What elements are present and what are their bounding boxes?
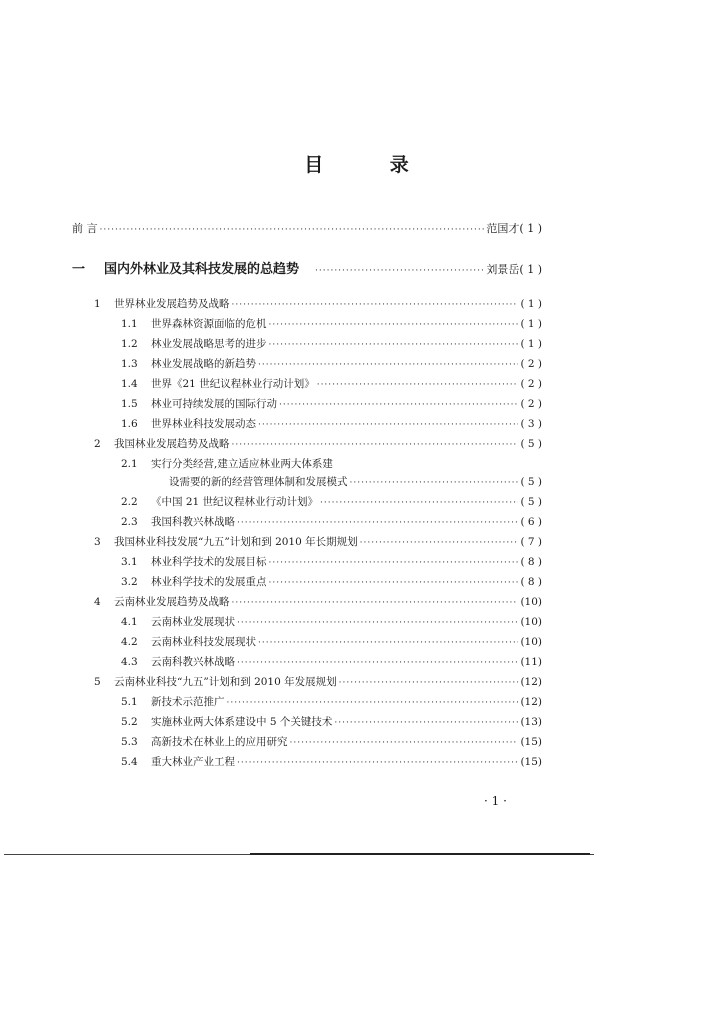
preface-author: 范国才: [486, 222, 520, 235]
entry-page: (12): [520, 676, 542, 688]
dot-leader: [269, 340, 519, 350]
entry-page: ( 1 ): [520, 298, 542, 310]
entry-num: 5.1: [121, 696, 138, 708]
toc-entry: [121, 754, 542, 769]
chapter-author: 刘景岳: [486, 263, 520, 276]
toc-preface: [72, 220, 542, 236]
entry-title: 林业科学技术的发展重点: [151, 576, 267, 588]
entry-num: 4.1: [121, 616, 138, 628]
entry-num: 2.2: [121, 496, 138, 508]
preface-label: 前 言: [72, 222, 98, 235]
entry-num: 1: [94, 298, 101, 310]
entry-title: 林业发展战略的新趋势: [151, 358, 256, 370]
entry-num: 1.6: [121, 418, 138, 430]
entry-page: ( 1 ): [520, 338, 542, 350]
toc-entry: [121, 416, 542, 431]
entry-title: 云南科教兴林战略: [151, 656, 235, 668]
toc-entry: [121, 356, 542, 371]
entry-num: 1.4: [121, 378, 138, 390]
dot-leader: [100, 225, 485, 235]
dot-leader: [232, 440, 519, 450]
toc-chapter: [72, 258, 542, 277]
toc-entry: [121, 654, 542, 669]
entry-num: 1.5: [121, 398, 138, 410]
entry-num: 1.1: [121, 318, 138, 330]
footer-rule-thick: [250, 853, 590, 855]
entry-title: 世界《21 世纪议程林业行动计划》: [151, 378, 315, 390]
toc-entry: [121, 614, 542, 629]
dot-leader: [269, 558, 519, 568]
toc-entry: [121, 456, 542, 471]
toc-entry: [94, 674, 542, 689]
entry-page: ( 6 ): [520, 516, 542, 528]
entry-title: 设需要的新的经营管理体制和发展模式: [169, 476, 348, 488]
entry-title: 实施林业两大体系建设中 5 个关键技术: [151, 716, 333, 728]
entry-page: ( 8 ): [520, 556, 542, 568]
entry-title: 实行分类经营,建立适应林业两大体系建: [151, 458, 333, 470]
entry-num: 5.2: [121, 716, 138, 728]
dot-leader: [339, 678, 519, 688]
entry-page: (11): [520, 656, 542, 668]
toc-entry: [121, 376, 542, 391]
dot-leader: [269, 320, 519, 330]
entry-page: (15): [520, 756, 542, 768]
dot-leader: [237, 658, 518, 668]
toc-entry: [94, 436, 542, 451]
entry-page: ( 1 ): [520, 318, 542, 330]
dot-leader: [237, 758, 518, 768]
entry-title: 林业可持续发展的国际行动: [151, 398, 277, 410]
entry-title: 我国林业发展趋势及战略: [114, 438, 230, 450]
preface-page: ( 1 ): [519, 222, 542, 235]
toc-entry: [94, 534, 542, 549]
entry-title: 我国科教兴林战略: [151, 516, 235, 528]
toc-entry: [121, 554, 542, 569]
dot-leader: [334, 718, 518, 728]
entry-num: 5: [94, 676, 101, 688]
entry-title: 林业科学技术的发展目标: [151, 556, 267, 568]
entry-num: 4: [94, 596, 101, 608]
toc-entry: [151, 474, 542, 489]
dot-leader: [258, 638, 518, 648]
entry-title: 高新技术在林业上的应用研究: [151, 736, 288, 748]
entry-num: 1.3: [121, 358, 138, 370]
entry-page: (10): [520, 596, 542, 608]
dot-leader: [258, 360, 518, 370]
dot-leader: [360, 538, 519, 548]
entry-page: (13): [520, 716, 542, 728]
entry-title: 云南林业发展现状: [151, 616, 235, 628]
toc-entry: [94, 594, 542, 609]
toc-entry: [121, 694, 542, 709]
dot-leader: [350, 478, 519, 488]
chapter-page: ( 1 ): [519, 263, 542, 276]
toc-entry: [121, 316, 542, 331]
entry-page: ( 2 ): [520, 398, 542, 410]
toc-entry: [121, 574, 542, 589]
page-number: · 1 ·: [484, 794, 507, 808]
entry-num: 4.2: [121, 636, 138, 648]
entry-page: ( 8 ): [520, 576, 542, 588]
entry-num: 2: [94, 438, 101, 450]
chapter-num: 一: [72, 262, 86, 277]
entry-title: 《中国 21 世纪议程林业行动计划》: [151, 496, 319, 508]
entry-page: (12): [520, 696, 542, 708]
entry-num: 5.3: [121, 736, 138, 748]
entry-num: 2.1: [121, 458, 138, 470]
toc-entry: [121, 714, 542, 729]
entry-page: (10): [520, 616, 542, 628]
entry-page: ( 2 ): [520, 378, 542, 390]
entry-page: ( 5 ): [520, 496, 542, 508]
dot-leader: [317, 380, 519, 390]
entry-page: ( 7 ): [520, 536, 542, 548]
entry-title: 云南林业科技发展现状: [151, 636, 256, 648]
toc-entry: [121, 634, 542, 649]
entry-page: ( 3 ): [520, 418, 542, 430]
entry-page: ( 5 ): [520, 438, 542, 450]
dot-leader: [290, 738, 519, 748]
entry-title: 世界森林资源面临的危机: [151, 318, 267, 330]
dot-leader: [237, 618, 518, 628]
entry-page: (10): [520, 636, 542, 648]
dot-leader: [232, 598, 519, 608]
dot-leader: [320, 498, 518, 508]
entry-title: 林业发展战略思考的进步: [151, 338, 267, 350]
entry-num: 1.2: [121, 338, 138, 350]
toc-entry: [121, 396, 542, 411]
dot-leader: [232, 300, 519, 310]
entry-title: 新技术示范推广: [151, 696, 225, 708]
entry-title: 我国林业科技发展“九五”计划和到 2010 年长期规划: [114, 536, 358, 548]
entry-title: 云南林业发展趋势及战略: [114, 596, 230, 608]
entry-page: ( 5 ): [520, 476, 542, 488]
toc-entry: [121, 336, 542, 351]
entry-title: 云南林业科技“九五”计划和到 2010 年发展规划: [114, 676, 337, 688]
dot-leader: [269, 578, 519, 588]
toc-entry: [121, 514, 542, 529]
entry-page: (15): [520, 736, 542, 748]
toc-entry: [121, 494, 542, 509]
dot-leader: [258, 420, 518, 430]
dot-leader: [237, 518, 518, 528]
toc-entry: [121, 734, 542, 749]
chapter-title: 国内外林业及其科技发展的总趋势: [104, 262, 300, 277]
entry-num: 2.3: [121, 516, 138, 528]
entry-num: 3.1: [121, 556, 138, 568]
entry-num: 3: [94, 536, 101, 548]
dot-leader: [279, 400, 518, 410]
entry-title: 世界林业科技发展动态: [151, 418, 256, 430]
entry-page: ( 2 ): [520, 358, 542, 370]
entry-num: 3.2: [121, 576, 138, 588]
page-title: 目 录: [304, 154, 439, 176]
entry-num: 4.3: [121, 656, 138, 668]
toc-entry: [94, 296, 542, 311]
dot-leader: [315, 266, 484, 276]
entry-num: 5.4: [121, 756, 138, 768]
entry-title: 世界林业发展趋势及战略: [114, 298, 230, 310]
entry-title: 重大林业产业工程: [151, 756, 235, 768]
dot-leader: [227, 698, 519, 708]
